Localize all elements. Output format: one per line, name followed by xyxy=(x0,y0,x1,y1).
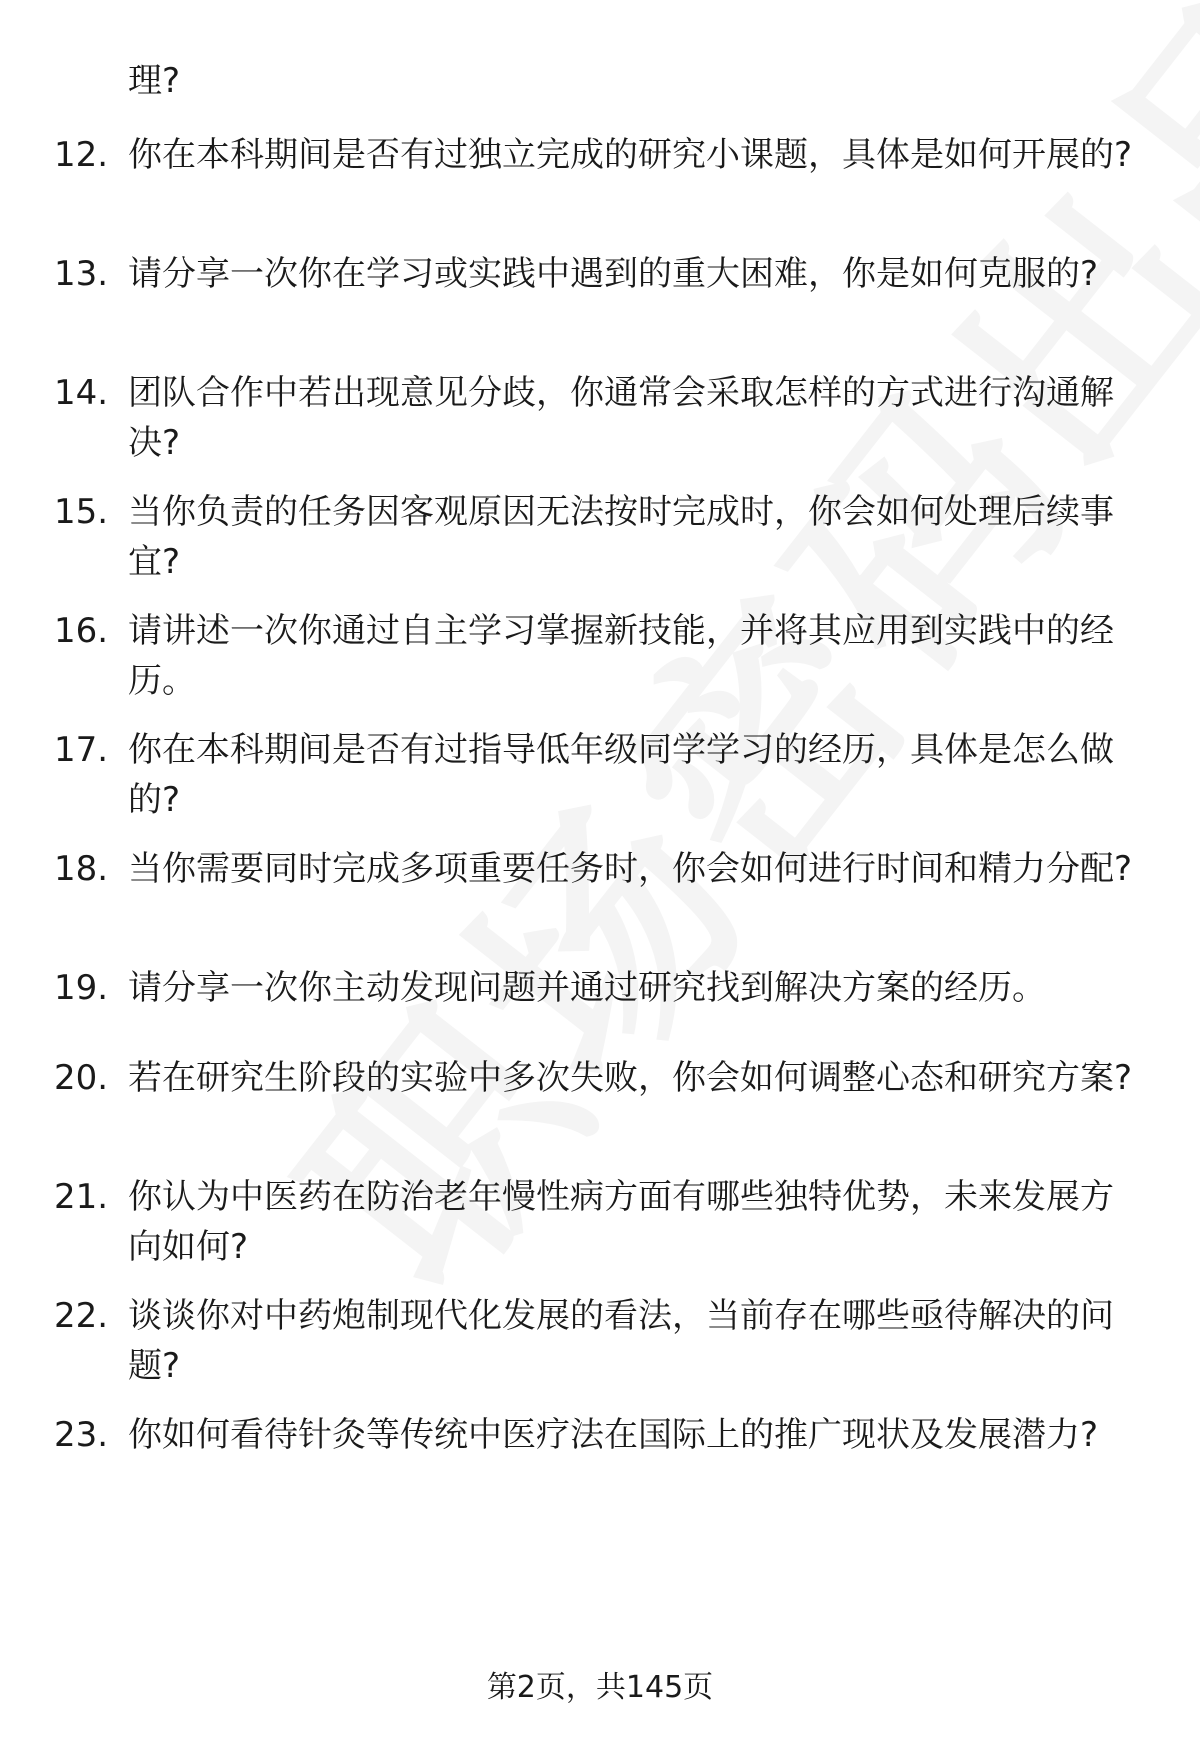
question-text: 你认为中医药在防治老年慢性病方面有哪些独特优势，未来发展方向如何? xyxy=(128,1177,1114,1267)
question-text: 你如何看待针灸等传统中医疗法在国际上的推广现状及发展潜力? xyxy=(128,1415,1099,1455)
question-text: 团队合作中若出现意见分歧，你通常会采取怎样的方式进行沟通解决? xyxy=(128,373,1114,463)
question-item xyxy=(0,249,1200,368)
question-number: 12. xyxy=(54,135,109,175)
question-item xyxy=(0,1410,1200,1529)
question-number: 13. xyxy=(54,254,109,294)
question-text: 请讲述一次你通过自主学习掌握新技能，并将其应用到实践中的经历。 xyxy=(128,611,1114,701)
question-number: 18. xyxy=(54,849,109,889)
question-text: 若在研究生阶段的实验中多次失败，你会如何调整心态和研究方案? xyxy=(128,1058,1133,1098)
question-item xyxy=(0,606,1200,725)
question-item xyxy=(0,725,1200,844)
question-item xyxy=(0,844,1200,963)
question-number: 17. xyxy=(54,730,109,770)
question-text: 当你负责的任务因客观原因无法按时完成时，你会如何处理后续事宜? xyxy=(128,492,1114,582)
question-number: 22. xyxy=(54,1296,109,1336)
question-number: 20. xyxy=(54,1058,109,1098)
question-list xyxy=(0,130,1200,1529)
question-item xyxy=(0,487,1200,606)
question-item xyxy=(0,368,1200,487)
question-text: 请分享一次你主动发现问题并通过研究找到解决方案的经历。 xyxy=(128,968,1046,1008)
question-number: 23. xyxy=(54,1415,109,1455)
question-item xyxy=(0,130,1200,249)
question-item xyxy=(0,1291,1200,1410)
question-number: 16. xyxy=(54,611,109,651)
question-text: 请分享一次你在学习或实践中遇到的重大困难，你是如何克服的? xyxy=(128,254,1099,294)
continued-question-text: 理? xyxy=(128,61,181,101)
question-item xyxy=(0,1053,1200,1172)
question-text: 你在本科期间是否有过指导低年级同学学习的经历，具体是怎么做的? xyxy=(128,730,1114,820)
question-number: 15. xyxy=(54,492,109,532)
question-text: 你在本科期间是否有过独立完成的研究小课题，具体是如何开展的? xyxy=(128,135,1133,175)
question-number: 19. xyxy=(54,968,109,1008)
question-item xyxy=(0,1172,1200,1291)
question-number: 21. xyxy=(54,1177,109,1217)
question-item xyxy=(0,963,1200,1053)
question-number: 14. xyxy=(54,373,109,413)
question-text: 当你需要同时完成多项重要任务时，你会如何进行时间和精力分配? xyxy=(128,849,1133,889)
question-text: 谈谈你对中药炮制现代化发展的看法，当前存在哪些亟待解决的问题? xyxy=(128,1296,1114,1386)
page-footer: 第2页，共145页 xyxy=(486,1670,714,1705)
